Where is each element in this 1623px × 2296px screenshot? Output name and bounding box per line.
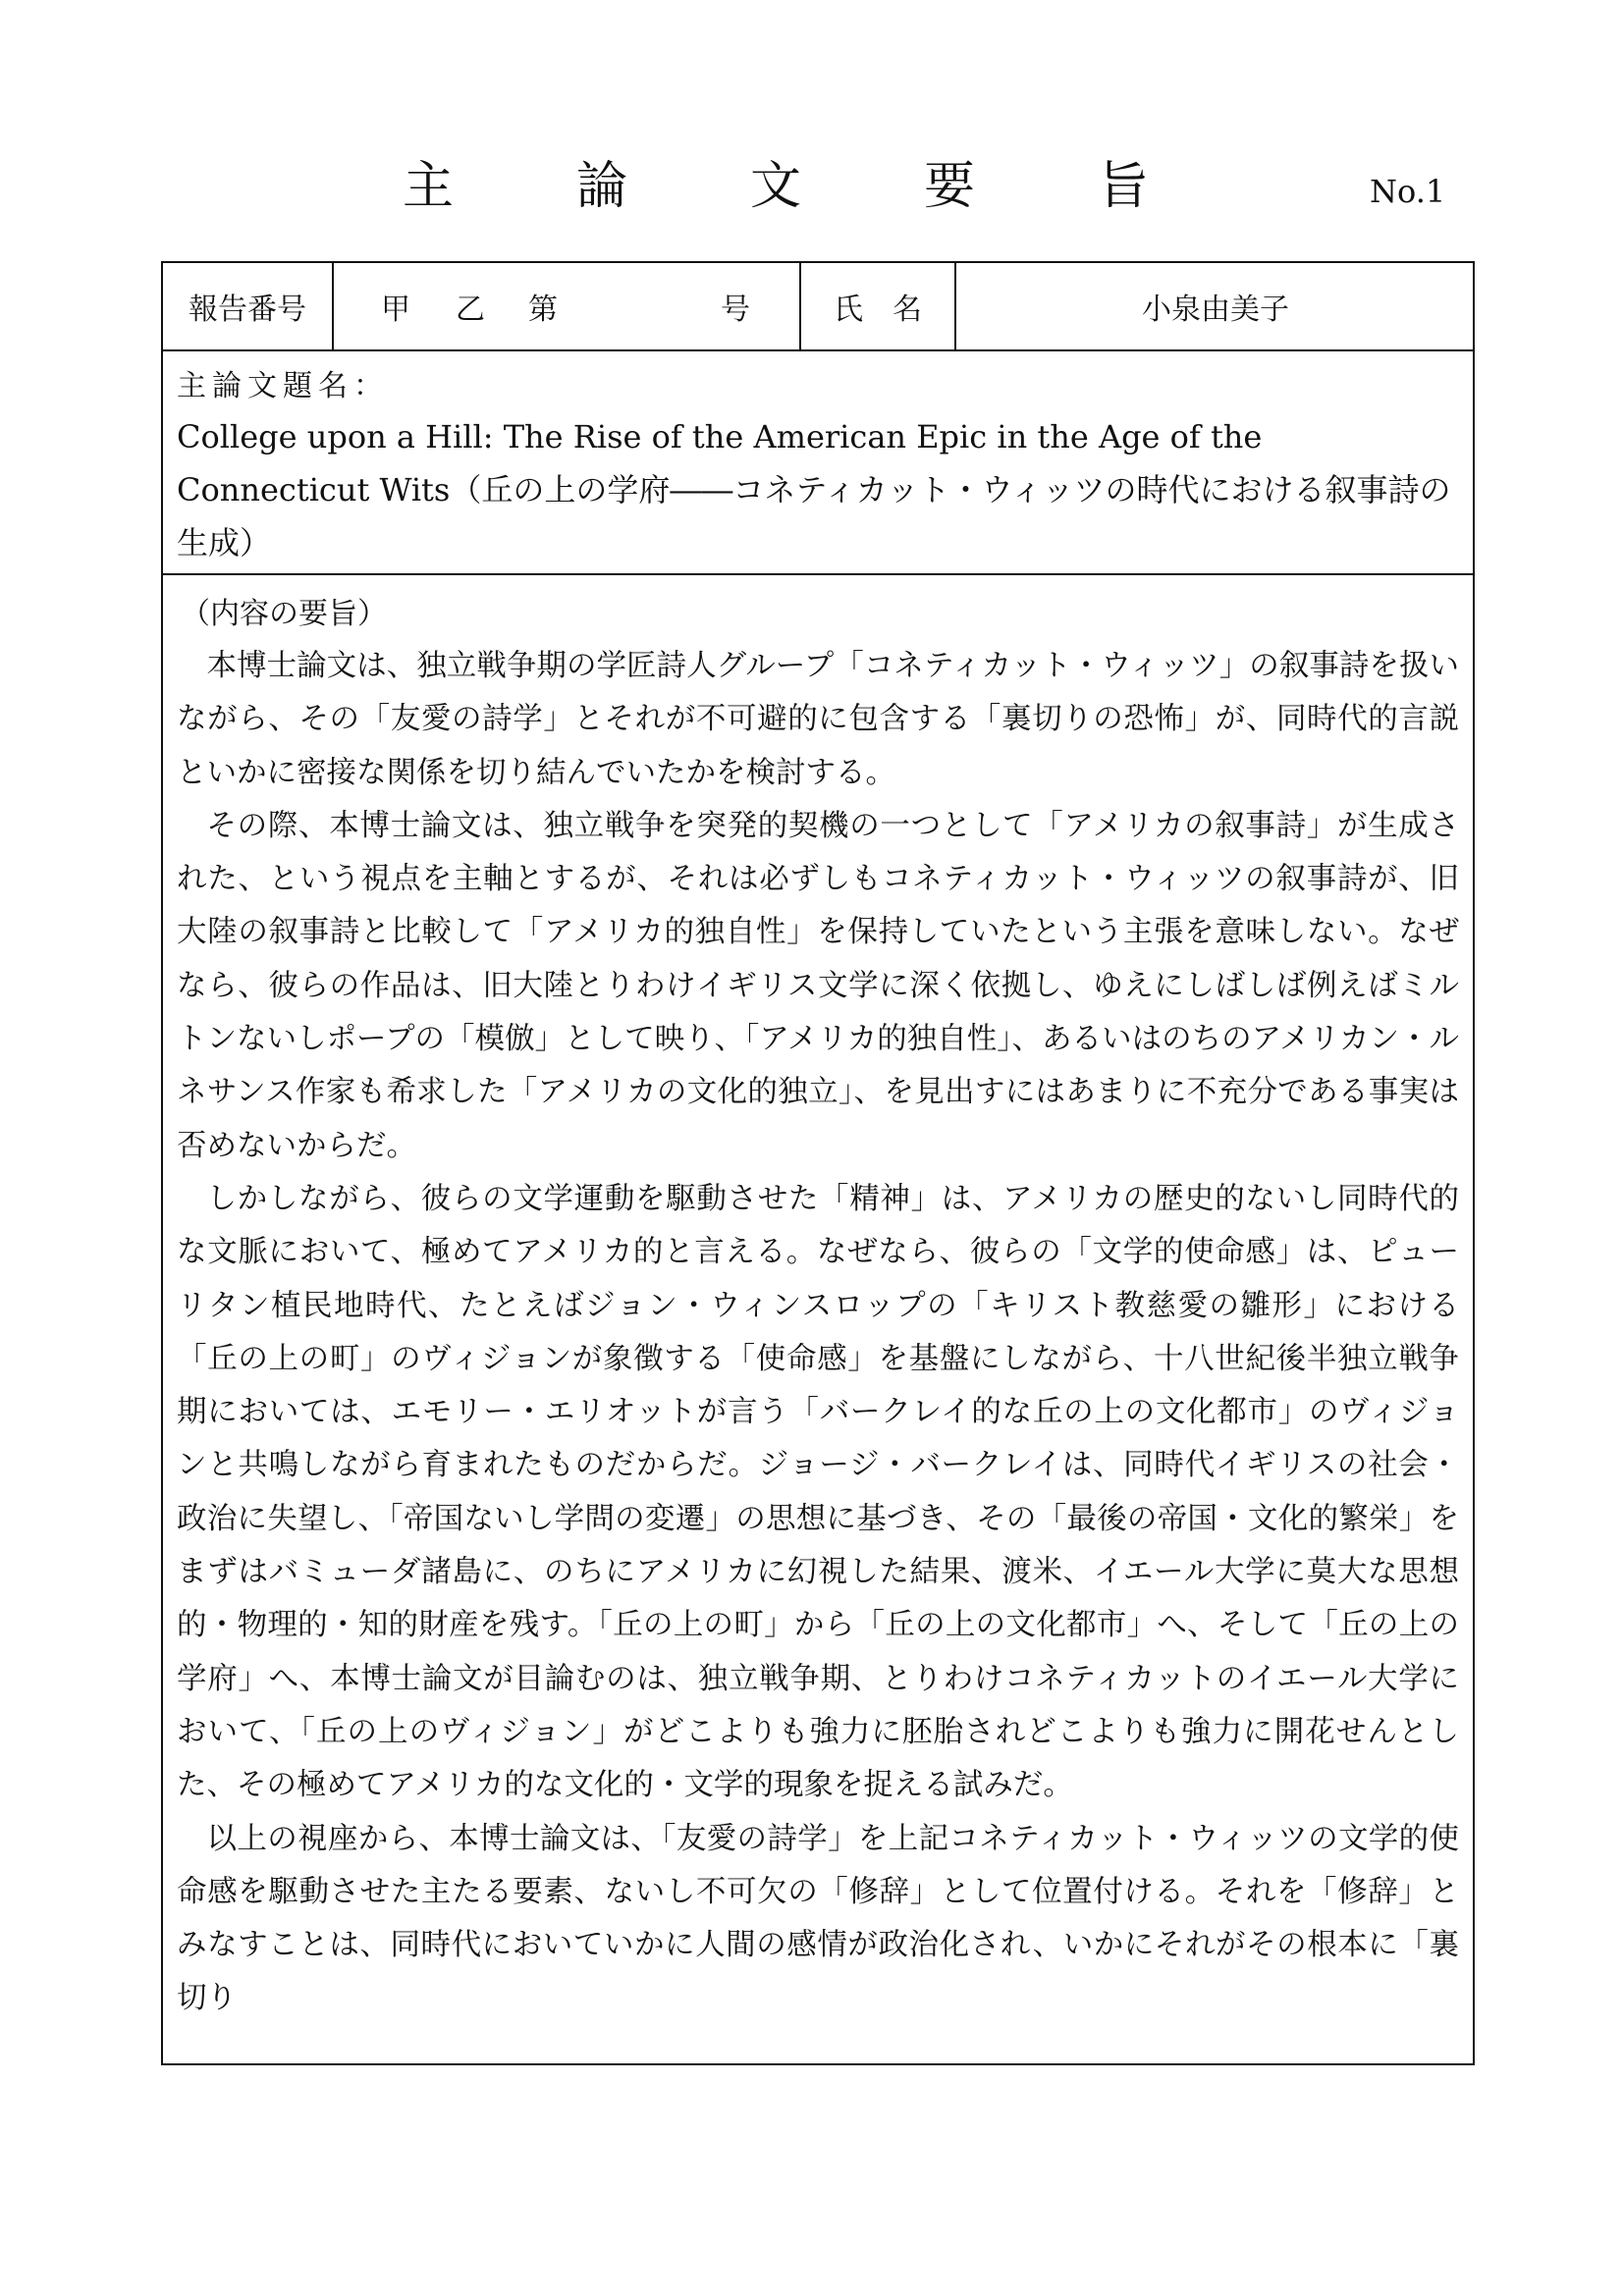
document-table bbox=[161, 261, 1475, 2065]
thesis-title: College upon a Hill: The Rise of the American Epic in the Age of the Connecticut Wits（丘の上の学府――コネティカット・ウィッツの時代における叙事詩の生成） bbox=[177, 418, 1451, 561]
summary-label: （内容の要旨） bbox=[181, 597, 387, 631]
report-kou: 甲 bbox=[381, 293, 410, 327]
thesis-title-section bbox=[163, 351, 1473, 575]
summary-paragraph: 以上の視座から、本博士論文は、「友愛の詩学」を上記コネティカット・ウィッツの文学的使命感を駆動させた主たる要素、ないし不可欠の「修辞」として位置付ける。それを「修辞」とみなすことは、同時代においていかに人間の感情が政治化され、いかにそれがその根本に「裏切り bbox=[177, 1821, 1459, 2016]
report-number-label: 報告番号 bbox=[189, 293, 306, 327]
report-gou: 号 bbox=[721, 293, 750, 327]
title-char: 旨 bbox=[1097, 157, 1149, 216]
summary-body bbox=[177, 640, 1459, 2026]
header-row bbox=[163, 263, 1473, 351]
title-char: 主 bbox=[403, 157, 455, 216]
page-title bbox=[403, 147, 1149, 226]
title-char: 論 bbox=[575, 157, 627, 216]
summary-paragraph: 本博士論文は、独立戦争期の学匠詩人グループ「コネティカット・ウィッツ」の叙事詩を扱いながら、その「友愛の詩学」とそれが不可避的に包含する「裏切りの恐怖」が、同時代的言説といかに密接な関係を切り結んでいたかを検討する。 bbox=[177, 649, 1459, 790]
summary-paragraph: その際、本博士論文は、独立戦争を突発的契機の一つとして「アメリカの叙事詩」が生成された、という視点を主軸とするが、それは必ずしもコネティカット・ウィッツの叙事詩が、旧大陸の叙事詩と比較して「アメリカ的独自性」を保持していたという主張を意味しない。なぜなら、彼らの作品は、旧大陸とりわけイギリス文学に深く依拠し、ゆえにしばしば例えばミルトンないしポープの「模倣」として映り、「アメリカ的独自性」、あるいはのちのアメリカン・ルネサンス作家も希求した「アメリカの文化的独立」、を見出すにはあまりに不充分である事実は否めないからだ。 bbox=[177, 808, 1459, 1163]
author-name: 小泉由美子 bbox=[1142, 293, 1289, 327]
title-char: 文 bbox=[749, 157, 801, 216]
report-dai: 第 bbox=[528, 293, 558, 327]
name-label: 氏 名 bbox=[834, 293, 922, 327]
title-char: 要 bbox=[923, 157, 975, 216]
thesis-title-label: 主論文題名： bbox=[177, 369, 389, 403]
divider bbox=[332, 263, 334, 349]
page-number: No.1 bbox=[1370, 173, 1446, 210]
report-otsu: 乙 bbox=[456, 293, 485, 327]
summary-paragraph: しかしながら、彼らの文学運動を駆動させた「精神」は、アメリカの歴史的ないし同時代的な文脈において、極めてアメリカ的と言える。なぜなら、彼らの「文学的使命感」は、ピューリタン植民地時代、たとえばジョン・ウィンスロップの「キリスト教慈愛の雛形」における「丘の上の町」のヴィジョンが象徴する「使命感」を基盤にしながら、十八世紀後半独立戦争期においては、エモリー・エリオットが言う「バークレイ的な丘の上の文化都市」のヴィジョンと共鳴しながら育まれたものだからだ。ジョージ・バークレイは、同時代イギリスの社会・政治に失望し、「帝国ないし学問の変遷」の思想に基づき、その「最後の帝国・文化的繁栄」をまずはバミューダ諸島に、のちにアメリカに幻視した結果、渡米、イエール大学に莫大な思想的・物理的・知的財産を残す。「丘の上の町」から「丘の上の文化都市」へ、そして「丘の上の学府」へ、本博士論文が目論むのは、独立戦争期、とりわけコネティカットのイエール大学において、「丘の上のヴィジョン」がどこよりも強力に胚胎されどこよりも強力に開花せんとした、その極めてアメリカ的な文化的・文学的現象を捉える試みだ。 bbox=[177, 1181, 1459, 1803]
